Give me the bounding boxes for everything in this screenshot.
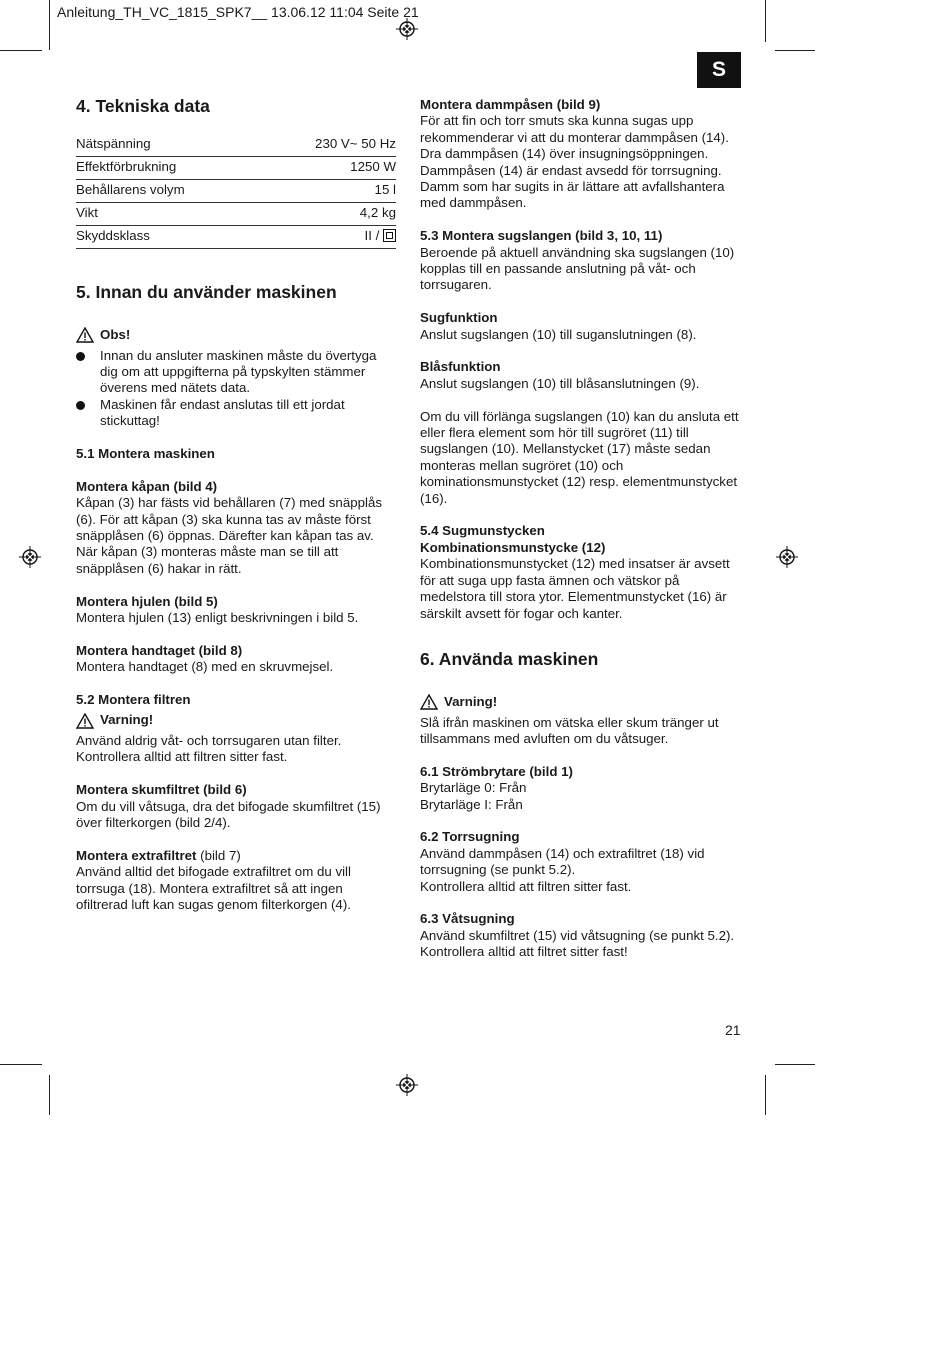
spec-label: Nätspänning [76, 134, 259, 157]
wet-suction-text: Använd skumfiltret (15) vid våtsugning (se punkt 5.2). [420, 927, 735, 943]
spec-value: 4,2 kg [259, 203, 396, 226]
registration-mark-icon [396, 18, 418, 40]
list-item: Maskinen får endast anslutas till ett jordat stickuttag! [76, 397, 396, 430]
spec-value: 230 V~ 50 Hz [259, 134, 396, 157]
suction-text: Anslut sugslangen (10) till suganslutningen (8). [420, 326, 697, 342]
extra-filter-text: Använd alltid det bifogade extrafiltret om du vill torrsuga (18). Montera extrafiltret så att ingen ofiltrerad luft kan sugas genom filterkorgen (4). [76, 864, 351, 913]
registration-mark-icon [776, 546, 798, 568]
crop-mark [49, 1075, 50, 1115]
section-5-3-title: 5.3 Montera sugslangen (bild 3, 10, 11) [420, 228, 663, 244]
spec-value-cell [259, 226, 396, 249]
extra-filter-title-bold: Montera extrafiltret [76, 847, 197, 863]
blow-title: Blåsfunktion [420, 359, 501, 375]
warning-triangle-icon [76, 327, 94, 343]
registration-mark-icon [396, 1074, 418, 1096]
warning-label: Varning! [444, 693, 498, 709]
obs-heading [76, 327, 130, 343]
dry-suction-check: Kontrollera alltid att filtren sitter fast. [420, 878, 632, 894]
switch-position-0: Brytarläge 0: Från [420, 780, 527, 796]
wheels-text: Montera hjulen (13) enligt beskrivningen i bild 5. [76, 610, 359, 626]
dustbag-title: Montera dammpåsen (bild 9) [420, 97, 601, 112]
switch-position-1: Brytarläge I: Från [420, 796, 523, 812]
spec-label: Vikt [76, 203, 259, 226]
crop-mark [775, 50, 815, 51]
cover-title: Montera kåpan (bild 4) [76, 478, 218, 494]
table-row [76, 203, 396, 226]
spec-label: Skyddsklass [76, 226, 259, 249]
spec-value: II / [364, 228, 380, 244]
extra-filter-title [76, 848, 396, 864]
table-row [76, 226, 396, 249]
language-tab: S [697, 52, 741, 88]
right-column [420, 97, 742, 961]
warning-label: Varning! [100, 712, 154, 728]
left-column [76, 95, 396, 914]
foam-filter-text: Om du vill våtsuga, dra det bifogade skumfiltret (15) över filterkorgen (bild 2/4). [76, 798, 381, 831]
section-5-3-text: Beroende på aktuell användning ska sugslangen (10) kopplas till en passande anslutning på våt- och torrsugaren. [420, 244, 735, 293]
extension-text: Om du vill förlänga sugslangen (10) kan du ansluta ett eller flera element som hör till sugröret (11) till sugslangen (10). Mellanstycket (17) måste sedan monteras mellan sugröret (10) och kominationsmunstycket (12) resp. elementmunstycket (16). [420, 408, 739, 506]
extra-filter-title-plain: (bild 7) [196, 847, 241, 863]
combo-nozzle-text: Kombinationsmunstycket (12) med insatser är avsett för att suga upp fasta ämnen och vätskor på medelstora till stora ytor. Elementmunstycket (16) är särskilt avsett för fogar och kanter. [420, 556, 730, 621]
crop-mark [765, 1075, 766, 1115]
cover-text: Kåpan (3) har fästs vid behållaren (7) med snäpplås (6). För att kåpan (3) ska kunna tas av måste först snäpplåsen (6) öppnas. Därefter kan kåpan tas av. När kåpan (3) monteras måste man se till att snäpplåsen (6) hakar in rätt. [76, 495, 382, 576]
spec-table [76, 134, 396, 249]
using-machine-title: 6. Använda maskinen [420, 648, 599, 669]
warning-triangle-icon [76, 713, 94, 729]
spec-label: Effektförbrukning [76, 157, 259, 180]
section-6-3-title: 6.3 Våtsugning [420, 911, 515, 927]
warning-text: Använd aldrig våt- och torrsugaren utan filter. Kontrollera alltid att filtren sitter fast. [76, 733, 342, 765]
spec-value: 15 l [259, 180, 396, 203]
obs-list [76, 348, 396, 430]
section-5-4-title: 5.4 Sugmunstycken [420, 523, 545, 539]
crop-mark [0, 50, 42, 51]
protection-class-icon [383, 229, 396, 242]
crop-mark [765, 0, 766, 42]
print-header: Anleitung_TH_VC_1815_SPK7__ 13.06.12 11:04 Seite 21 [57, 4, 419, 20]
warning-text: Slå ifrån maskinen om vätska eller skum tränger ut tillsammans med avluften om du våtsuger. [420, 714, 719, 746]
section-6-1-title: 6.1 Strömbrytare (bild 1) [420, 763, 573, 779]
list-item: Innan du ansluter maskinen måste du övertyga dig om att uppgifterna på typskylten stämmer överens med nätets data. [76, 348, 396, 397]
spec-value: 1250 W [259, 157, 396, 180]
combo-nozzle-title: Kombinationsmunstycke (12) [420, 539, 606, 555]
spec-label: Behållarens volym [76, 180, 259, 203]
table-row [76, 180, 396, 203]
foam-filter-title: Montera skumfiltret (bild 6) [76, 782, 247, 798]
warning-triangle-icon [420, 694, 438, 710]
obs-label: Obs! [100, 327, 131, 342]
tech-data-title: 4. Tekniska data [76, 96, 210, 116]
wet-suction-check: Kontrollera alltid att filtret sitter fast! [420, 944, 628, 960]
crop-mark [775, 1064, 815, 1065]
before-use-title: 5. Innan du använder maskinen [76, 282, 337, 302]
section-5-2-title: 5.2 Montera filtren [76, 692, 191, 708]
crop-mark [49, 0, 50, 50]
blow-text: Anslut sugslangen (10) till blåsanslutningen (9). [420, 375, 700, 391]
section-5-1-title: 5.1 Montera maskinen [76, 446, 215, 462]
dustbag-text: För att fin och torr smuts ska kunna sugas upp rekommenderar vi att du monterar dammpåsen (14). Dra dammpåsen (14) över insugningsöppningen. Dammpåsen (14) är endast avsedd för torrsugning. Damm som har sugits in är lättare att avfallshantera med dammpåsen. [420, 113, 729, 211]
handle-text: Montera handtaget (8) med en skruvmejsel. [76, 659, 334, 675]
table-row [76, 134, 396, 157]
dry-suction-text: Använd dammpåsen (14) och extrafiltret (18) vid torrsugning (se punkt 5.2). [420, 845, 705, 878]
wheels-title: Montera hjulen (bild 5) [76, 593, 218, 609]
suction-title: Sugfunktion [420, 310, 498, 326]
page-number: 21 [725, 1022, 741, 1038]
warning-heading [76, 712, 153, 728]
crop-mark [0, 1064, 42, 1065]
registration-mark-icon [19, 546, 41, 568]
handle-title: Montera handtaget (bild 8) [76, 642, 243, 658]
table-row [76, 157, 396, 180]
section-6-2-title: 6.2 Torrsugning [420, 829, 520, 845]
warning-heading [420, 694, 497, 710]
